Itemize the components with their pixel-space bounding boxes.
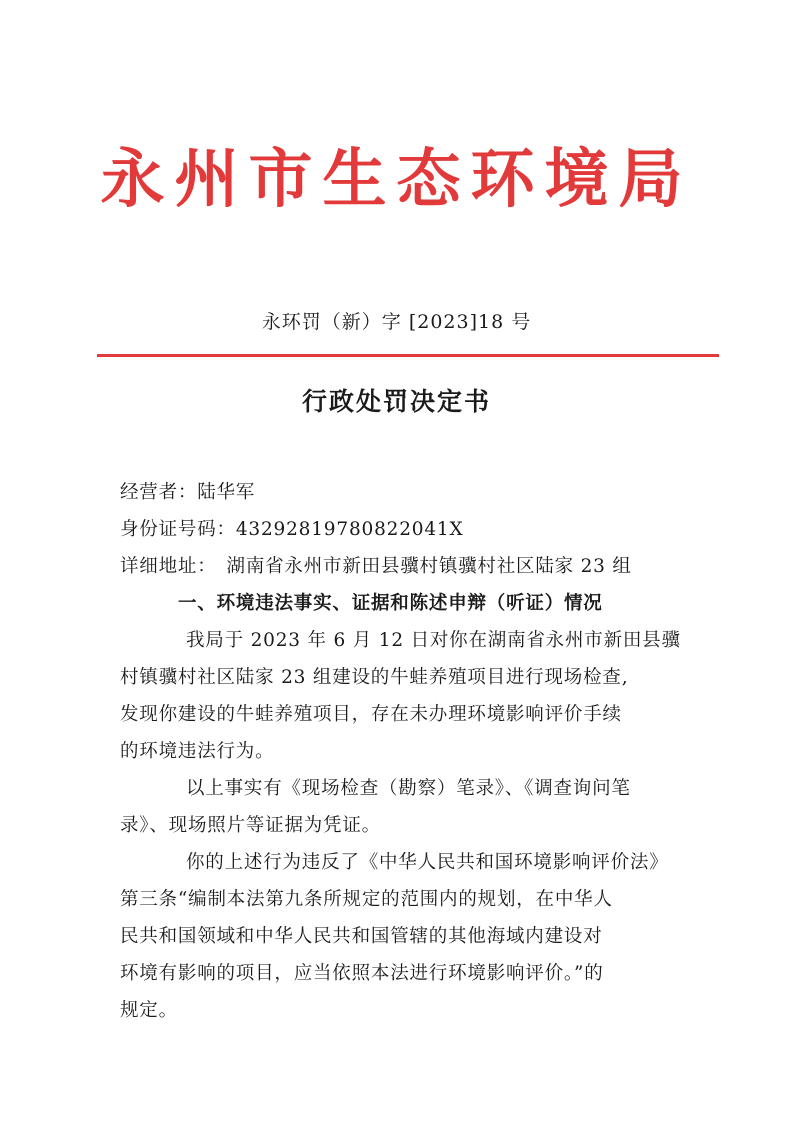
- document-number: 永环罚（新）字 [2023]18 号: [261, 311, 532, 333]
- address-value: 湖南省永州市新田县骥村镇骥村社区陆家 23 组: [226, 556, 632, 577]
- paragraph-line: 第三条“编制本法第九条所规定的范围内的规划，在中华人: [120, 889, 613, 910]
- red-divider-line: [97, 354, 719, 357]
- section-heading: 一、环境违法事实、证据和陈述申辩（听证）情况: [178, 593, 603, 614]
- id-number-line: [120, 511, 740, 548]
- paragraph-line: 的环境违法行为。: [120, 741, 275, 762]
- id-number-label: 身份证号码：: [120, 519, 236, 540]
- operator-label: 经营者：: [120, 482, 198, 503]
- address-label: 详细地址：: [120, 556, 217, 577]
- paragraph-line: 录》、现场照片等证据为凭证。: [120, 815, 381, 836]
- paragraph-line: 发现你建设的牛蛙养殖项目，存在未办理环境影响评价手续: [120, 704, 622, 725]
- paragraph-line: 以上事实有《现场检查（勘察）笔录》、《调查询问笔: [186, 778, 631, 799]
- operator-value: 陆华军: [197, 482, 256, 503]
- document-title: 行政处罚决定书: [301, 387, 491, 416]
- agency-title: 永州市生态环境局: [100, 142, 693, 217]
- address-line: [120, 548, 740, 585]
- paragraph-line: 村镇骥村社区陆家 23 组建设的牛蛙养殖项目进行现场检查,: [120, 667, 629, 688]
- paragraph-line: 你的上述行为违反了《中华人民共和国环境影响评价法》: [186, 852, 669, 873]
- id-number-value: 43292819780822041X: [235, 519, 464, 540]
- paragraph-line: 规定。: [120, 1000, 178, 1021]
- operator-line: [120, 474, 740, 511]
- paragraph-line: 我局于 2023 年 6 月 12 日对你在湖南省永州市新田县骥: [186, 630, 681, 651]
- paragraph-line: 环境有影响的项目，应当依照本法进行环境影响评价。”的: [120, 963, 604, 984]
- paragraph-line: 民共和国领域和中华人民共和国管辖的其他海域内建设对: [120, 926, 603, 947]
- document-body: [120, 474, 740, 1029]
